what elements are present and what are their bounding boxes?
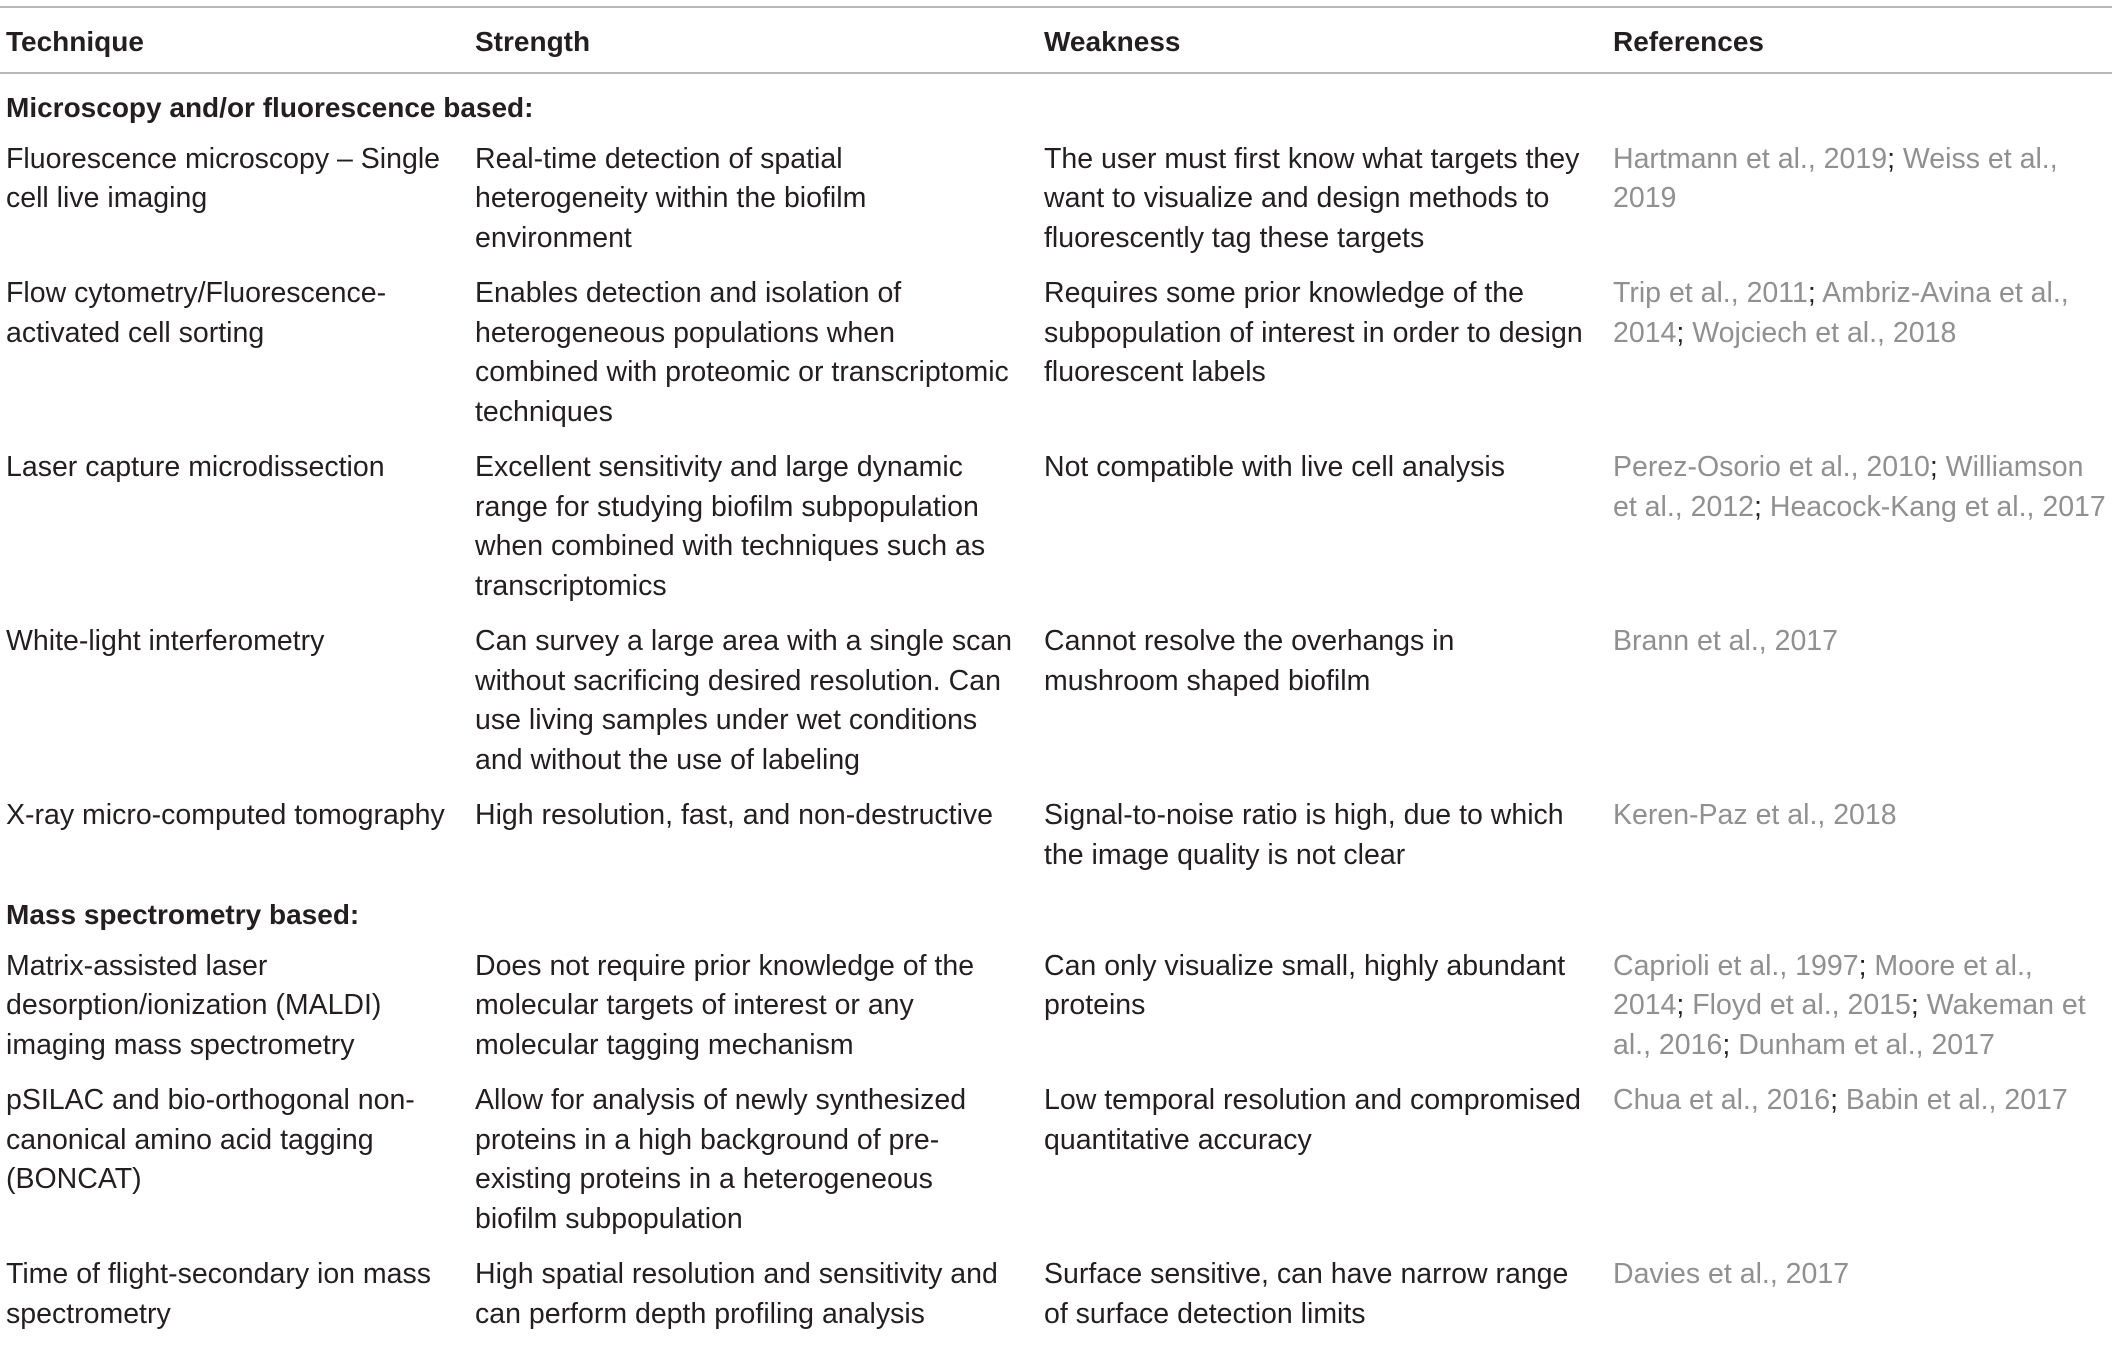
reference-link[interactable]: Heacock-Kang et al., 2017 — [1769, 490, 2106, 523]
weakness-cell: Surface sensitive, can have narrow range of surface detection limits — [1044, 1258, 1569, 1330]
reference-link[interactable]: Trip et al., 2011 — [1613, 277, 1808, 309]
references-cell: Perez-Osorio et al., 2010; Williamson et al., 2012; Heacock-Kang et al., 2017 — [1613, 451, 2106, 523]
technique-cell: Time of flight-secondary ion mass spectrometry — [6, 1258, 432, 1330]
reference-link[interactable]: Caprioli et al., 1997 — [1613, 949, 1859, 982]
reference-link[interactable]: Weiss et al., 2019 — [1613, 142, 2058, 214]
reference-link[interactable]: Wojciech et al., 2018 — [1692, 316, 1957, 349]
header-technique: Technique — [0, 7, 469, 73]
reference-link[interactable]: Hartmann et al., 2019 — [1613, 142, 1888, 175]
section-title: Microscopy and/or fluorescence based: — [6, 92, 534, 123]
header-strength: Strength — [469, 7, 1038, 73]
table-body — [0, 73, 2112, 1340]
strength-cell: Real-time detection of spatial heterogeneity within the biofilm environment — [475, 142, 867, 254]
reference-link[interactable]: Davies et al., 2017 — [1613, 1258, 1850, 1290]
reference-link[interactable]: Ambriz-Avina et al., 2014 — [1613, 277, 2069, 349]
table-row — [0, 788, 2112, 883]
weakness-cell: Cannot resolve the overhangs in mushroom shaped biofilm — [1044, 625, 1455, 697]
references-cell: Chua et al., 2016; Babin et al., 2017 — [1613, 1084, 2068, 1116]
references-cell — [1607, 788, 2112, 883]
technique-cell: Flow cytometry/Fluorescence-activated cell sorting — [6, 277, 387, 349]
section-row — [0, 73, 2112, 132]
technique-cell: X-ray micro-computed tomography — [6, 799, 445, 831]
reference-link[interactable]: Chua et al., 2016 — [1613, 1084, 1831, 1116]
strength-cell: High resolution, fast, and non-destructive — [475, 799, 994, 831]
header-references: References — [1607, 7, 2112, 73]
weakness-cell: Not compatible with live cell analysis — [1044, 451, 1505, 483]
references-cell: Hartmann et al., 2019; Weiss et al., 2019 — [1613, 142, 2058, 214]
references-cell: Trip et al., 2011; Ambriz-Avina et al., 2014; Wojciech et al., 2018 — [1613, 277, 2069, 349]
references-cell — [1607, 614, 2112, 788]
reference-link[interactable]: Williamson et al., 2012 — [1613, 451, 2084, 523]
table-row — [0, 614, 2112, 788]
table-row — [0, 266, 2112, 440]
reference-link[interactable]: Perez-Osorio et al., 2010 — [1613, 451, 1930, 483]
strength-cell: Enables detection and isolation of heterogeneous populations when combined with proteomic or transcriptomic techniques — [475, 277, 1009, 428]
weakness-cell: Low temporal resolution and compromised quantitative accuracy — [1044, 1084, 1582, 1156]
technique-cell: Matrix-assisted laser desorption/ionization (MALDI) imaging mass spectrometry — [6, 949, 382, 1061]
section-title: Mass spectrometry based: — [6, 899, 360, 930]
technique-cell: pSILAC and bio-orthogonal non-canonical amino acid tagging (BONCAT) — [6, 1084, 415, 1195]
reference-link[interactable]: Wakeman et al., 2016 — [1613, 989, 2086, 1061]
techniques-table-container — [0, 6, 2112, 1340]
section-row — [0, 883, 2112, 939]
weakness-cell: The user must first know what targets they want to visualize and design methods to fluorescently tag these targets — [1044, 142, 1580, 254]
table-row — [0, 132, 2112, 267]
reference-link[interactable]: Brann et al., 2017 — [1613, 625, 1838, 657]
reference-link[interactable]: Babin et al., 2017 — [1845, 1084, 2068, 1116]
table-row — [0, 1073, 2112, 1247]
technique-cell: Fluorescence microscopy – Single cell live imaging — [6, 142, 441, 214]
table-row — [0, 1247, 2112, 1340]
strength-cell: Can survey a large area with a single scan without sacrificing desired resolution. Can use living samples under wet conditions and without the use of labeling — [475, 625, 1013, 776]
strength-cell: High spatial resolution and sensitivity and can perform depth profiling analysis — [475, 1258, 998, 1330]
technique-cell: White-light interferometry — [6, 625, 325, 657]
weakness-cell: Requires some prior knowledge of the subpopulation of interest in order to design fluorescent labels — [1044, 277, 1583, 388]
techniques-table — [0, 6, 2112, 1340]
reference-link[interactable]: Floyd et al., 2015 — [1692, 989, 1911, 1021]
strength-cell: Does not require prior knowledge of the molecular targets of interest or any molecular tagging mechanism — [475, 949, 975, 1061]
table-header — [0, 7, 2112, 73]
strength-cell: Allow for analysis of newly synthesized proteins in a high background of pre-existing proteins in a heterogeneous biofilm subpopulation — [475, 1084, 967, 1235]
header-row — [0, 7, 2112, 73]
reference-link[interactable]: Dunham et al., 2017 — [1738, 1028, 1995, 1061]
table-row — [0, 440, 2112, 614]
header-weakness: Weakness — [1038, 7, 1607, 73]
weakness-cell: Can only visualize small, highly abundant proteins — [1044, 949, 1566, 1021]
reference-link[interactable]: Keren-Paz et al., 2018 — [1613, 799, 1897, 831]
reference-link[interactable]: Moore et al., 2014 — [1613, 949, 2033, 1021]
references-cell: Caprioli et al., 1997; Moore et al., 2014; Floyd et al., 2015; Wakeman et al., 2016; Dunham et al., 2017 — [1613, 949, 2086, 1061]
weakness-cell: Signal-to-noise ratio is high, due to which the image quality is not clear — [1044, 799, 1564, 871]
table-row — [0, 939, 2112, 1074]
references-cell — [1607, 1247, 2112, 1340]
technique-cell: Laser capture microdissection — [6, 451, 385, 483]
strength-cell: Excellent sensitivity and large dynamic range for studying biofilm subpopulation when combined with techniques such as transcriptomics — [475, 451, 986, 602]
